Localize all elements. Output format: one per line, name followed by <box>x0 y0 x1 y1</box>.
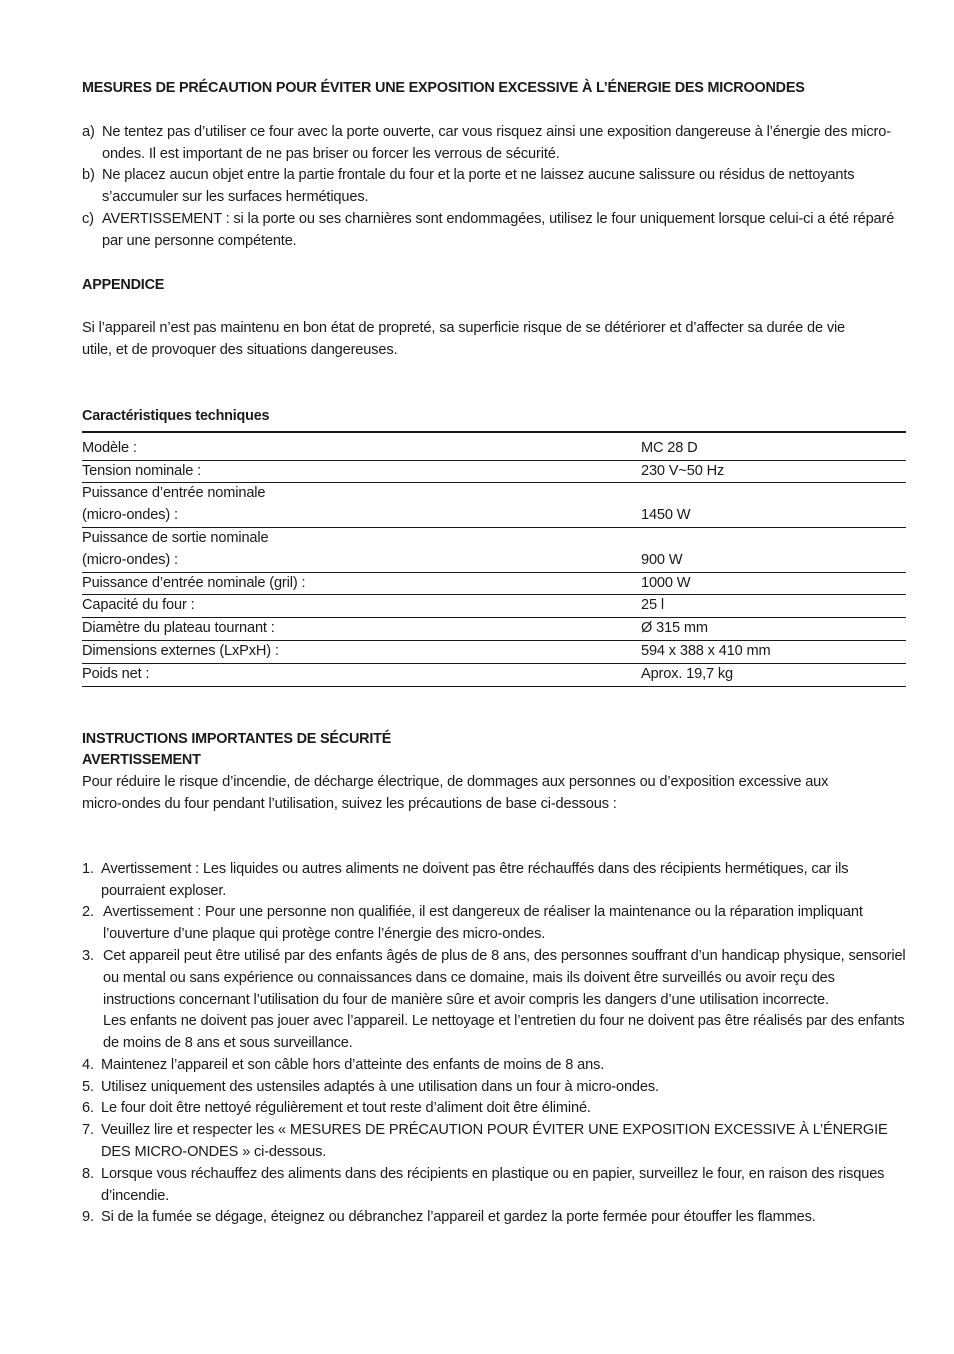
specs-table <box>82 431 906 687</box>
safety-list <box>82 859 906 1230</box>
list-item: 5. Utilisez uniquement des ustensiles adaptés à une utilisation dans un four à micro-ondes. <box>82 1078 659 1095</box>
table-row: Tension nominale : 230 V~50 Hz <box>82 460 906 483</box>
table-row: Puissance d’entrée nominale (micro-ondes) : 1450 W <box>82 483 906 528</box>
appendix-heading: APPENDICE <box>82 276 165 293</box>
warning-subheading: AVERTISSEMENT <box>82 752 201 769</box>
table-row: Puissance de sortie nominale (micro-ondes) : 900 W <box>82 527 906 572</box>
table-row: Dimensions externes (LxPxH) : 594 x 388 x 410 mm <box>82 640 906 663</box>
list-item: 7. Veuillez lire et respecter les « MESURES DE PRÉCAUTION POUR ÉVITER UNE EXPOSITION EXCESSIVE À L’ÉNERGIE DES MICRO-ONDES » ci-dessous. <box>82 1122 888 1161</box>
table-row: Puissance d’entrée nominale (gril) : 1000 W <box>82 572 906 595</box>
table-row: Capacité du four : 25 l <box>82 595 906 618</box>
list-item: 9. Si de la fumée se dégage, éteignez ou débranchez l’appareil et gardez la porte fermée pour étouffer les flammes. <box>82 1209 816 1226</box>
list-item: 3. Cet appareil peut être utilisé par des enfants âgés de plus de 8 ans, des personnes souffrant d’un handicap physique, sensoriel ou mental ou sans expérience ou connaissances dans ce domaine, mais ils doivent être surveillés ou avoir reçu des instructions concernant l’utilisation du four de manière sûre et avoir compris les dangers d’une utilisation incorrecte. Les enfants ne doivent pas jouer avec l’appareil. Le nettoyage et l’entretien du four ne doivent pas être réalisés par des enfants de moins de 8 ans et sous surveillance. <box>82 947 906 1052</box>
table-row: Diamètre du plateau tournant : Ø 315 mm <box>82 618 906 641</box>
safety-heading: INSTRUCTIONS IMPORTANTES DE SÉCURITÉ <box>82 730 392 747</box>
document-page <box>82 78 906 1229</box>
list-item: 8. Lorsque vous réchauffez des aliments dans des récipients en plastique ou en papier, surveillez le four, en raison des risques d’incendie. <box>82 1165 885 1204</box>
list-item: 1. Avertissement : Les liquides ou autres aliments ne doivent pas être réchauffés dans des récipients hermétiques, car ils pourraient exploser. <box>82 860 849 899</box>
precautions-list <box>82 122 906 253</box>
list-item: a) Ne tentez pas d’utiliser ce four avec la porte ouverte, car vous risquez ainsi une exposition dangereuse à l’énergie des micro-ondes. Il est important de ne pas briser ou forcer les verrous de sécurité. <box>82 123 891 162</box>
list-item: 2. Avertissement : Pour une personne non qualifiée, il est dangereux de réaliser la maintenance ou la réparation impliquant l’ouverture d’une plaque qui protège contre l’énergie des micro-ondes. <box>82 904 863 943</box>
precautions-heading: MESURES DE PRÉCAUTION POUR ÉVITER UNE EXPOSITION EXCESSIVE À L’ÉNERGIE DES MICROONDES <box>82 80 805 96</box>
list-item: c) AVERTISSEMENT : si la porte ou ses charnières sont endommagées, utilisez le four uniquement lorsque celui-ci a été réparé par une personne compétente. <box>82 210 895 249</box>
list-item: 6. Le four doit être nettoyé régulièrement et tout reste d’aliment doit être éliminé. <box>82 1100 591 1117</box>
table-row: Modèle : MC 28 D <box>82 432 906 460</box>
list-item: b) Ne placez aucun objet entre la partie frontale du four et la porte et ne laissez aucune salissure ou résidus de nettoyants s’accumuler sur les surfaces hermétiques. <box>82 167 855 206</box>
safety-intro: Pour réduire le risque d’incendie, de décharge électrique, de dommages aux personnes ou d’exposition excessive aux micro-ondes du four pendant l’utilisation, suivez les précautions de base ci-dessous : <box>82 774 829 812</box>
list-item: 4. Maintenez l’appareil et son câble hors d’atteinte des enfants de moins de 8 ans. <box>82 1056 605 1073</box>
appendix-text: Si l’appareil n’est pas maintenu en bon état de propreté, sa superficie risque de se détériorer et d’affecter sa durée de vie utile, et de provoquer des situations dangereuses. <box>82 320 846 359</box>
table-row: Poids net : Aprox. 19,7 kg <box>82 663 906 686</box>
specs-heading: Caractéristiques techniques <box>82 407 270 424</box>
